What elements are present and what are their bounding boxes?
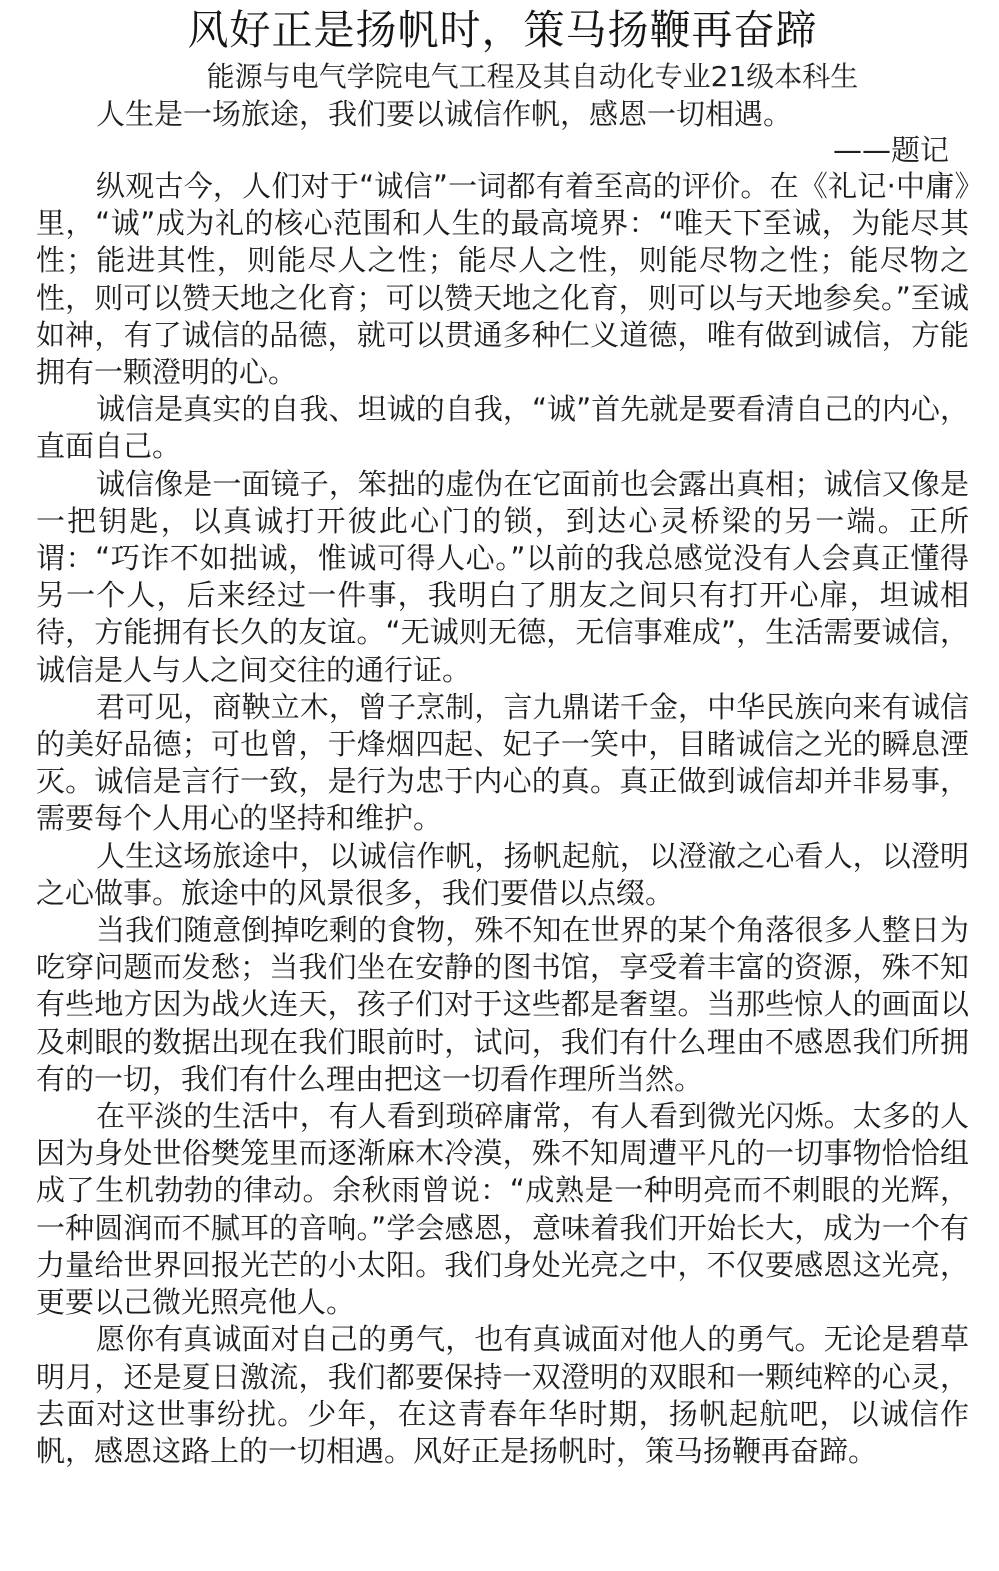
- paragraph-2: 诚信是真实的自我、坦诚的自我，“诚”首先就是要看清自己的内心，直面自己。: [36, 392, 969, 464]
- author-line: 能源与电气学院电气工程及其自动化专业21级本科生: [206, 60, 859, 93]
- paragraph-6: 当我们随意倒掉吃剩的食物，殊不知在世界的某个角落很多人整日为吃穿问题而发愁；当我们坐在安静的图书馆，享受着丰富的资源，殊不知有些地方因为战火连天，孩子们对于这些都是奢望。当那些惊人的画面以及刺眼的数据出现在我们眼前时，试问，我们有什么理由不感恩我们所拥有的一切，我们有什么理由把这一切看作理所当然。: [36, 913, 969, 1096]
- paragraph-5: 人生这场旅途中，以诚信作帆，扬帆起航，以澄澈之心看人，以澄明之心做事。旅途中的风景很多，我们要借以点缀。: [36, 838, 969, 910]
- paragraph-1: 纵观古今，人们对于“诚信”一词都有着至高的评价。在《礼记·中庸》里，“诚”成为礼的核心范围和人生的最高境界：“唯天下至诚，为能尽其性；能进其性，则能尽人之性；能尽人之性，则能尽物之性；能尽物之性，则可以赞天地之化育；可以赞天地之化育，则可以与天地参矣。”至诚如神，有了诚信的品德，就可以贯通多种仁义道德，唯有做到诚信，方能拥有一颗澄明的心。: [36, 169, 969, 390]
- paragraph-4: 君可见，商鞅立木，曾子烹制，言九鼎诺千金，中华民族向来有诚信的美好品德；可也曾，于烽烟四起、妃子一笑中，目睹诚信之光的瞬息湮灭。诚信是言行一致，是行为忠于内心的真。真正做到诚信却并非易事，需要每个人用心的坚持和维护。: [36, 689, 969, 836]
- paragraph-3: 诚信像是一面镜子，笨拙的虚伪在它面前也会露出真相；诚信又像是一把钥匙，以真诚打开彼此心门的锁，到达心灵桥梁的另一端。正所谓：“巧诈不如拙诚，惟诚可得人心。”以前的我总感觉没有人会真正懂得另一个人，后来经过一件事，我明白了朋友之间只有打开心扉，坦诚相待，方能拥有长久的友谊。“无诚则无德，无信事难成”，生活需要诚信，诚信是人与人之间交往的通行证。: [36, 466, 969, 687]
- paragraph-8: 愿你有真诚面对自己的勇气，也有真诚面对他人的勇气。无论是碧草明月，还是夏日激流，我们都要保持一双澄明的双眼和一颗纯粹的心灵，去面对这世事纷扰。少年，在这青春年华时期，扬帆起航吧，以诚信作帆，感恩这路上的一切相遇。风好正是扬帆时，策马扬鞭再奋蹄。: [36, 1322, 969, 1468]
- epigraph: 人生是一场旅途，我们要以诚信作帆，感恩一切相遇。: [96, 97, 793, 131]
- essay-title: 风好正是扬帆时，策马扬鞭再奋蹄: [187, 6, 818, 54]
- epigraph-source: ——题记: [832, 133, 949, 167]
- paragraph-7: 在平淡的生活中，有人看到琐碎庸常，有人看到微光闪烁。太多的人因为身处世俗樊笼里而逐渐麻木冷漠，殊不知周遭平凡的一切事物恰恰组成了生机勃勃的律动。余秋雨曾说：“成熟是一种明亮而不刺眼的光辉，一种圆润而不腻耳的音响。”学会感恩，意味着我们开始长大，成为一个有力量给世界回报光芒的小太阳。我们身处光亮之中，不仅要感恩这光亮，更要以己微光照亮他人。: [36, 1099, 969, 1320]
